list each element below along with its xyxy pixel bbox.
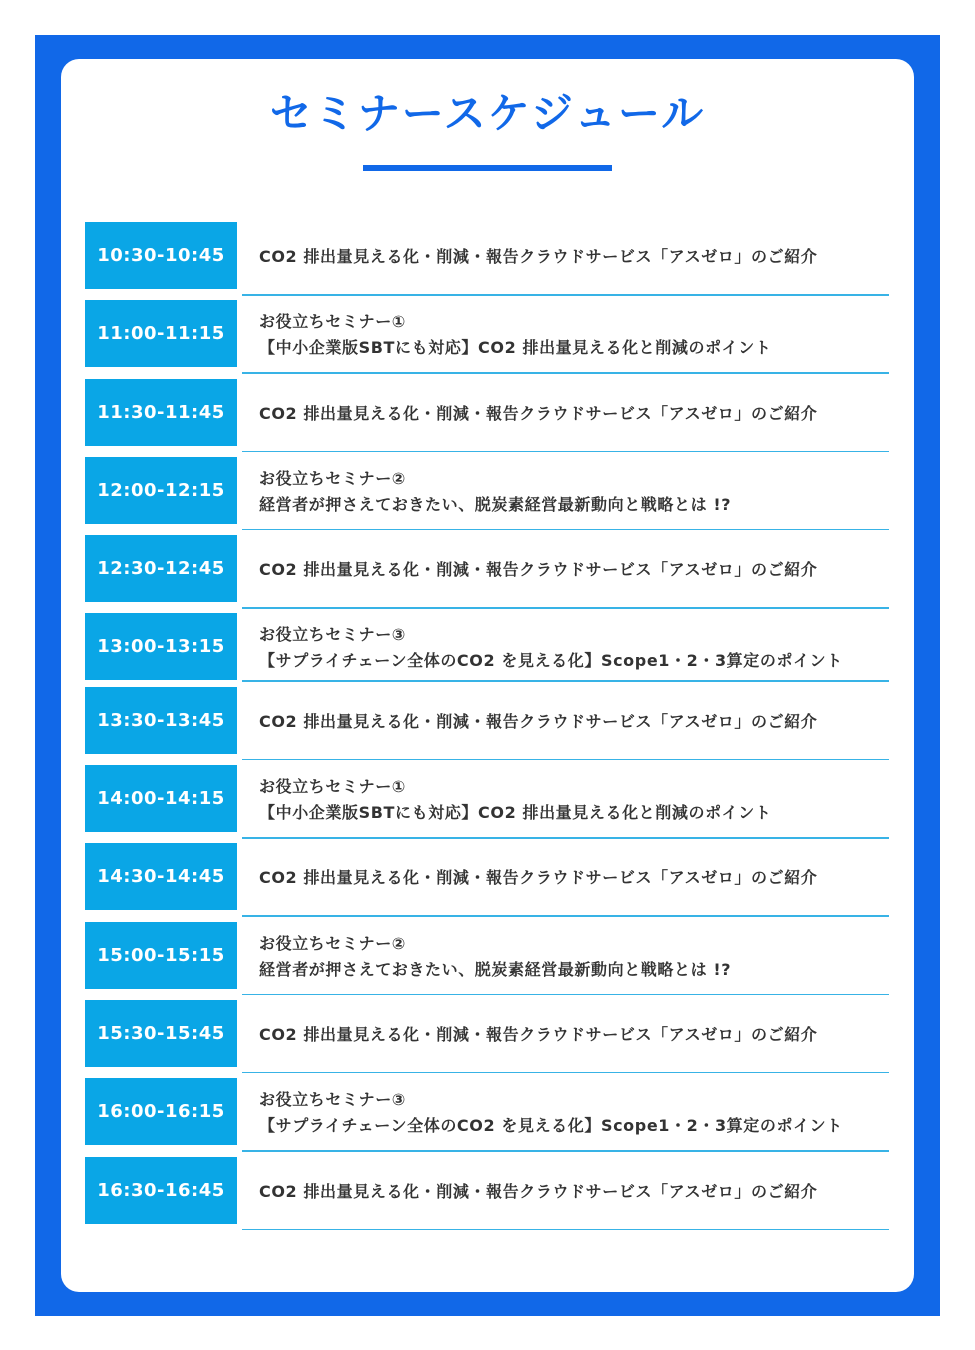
schedule-row xyxy=(85,222,890,296)
session-line-2: 【中小企業版SBTにも対応】CO2 排出量見える化と削減のポイント xyxy=(259,338,772,358)
session-line-1: お役立ちセミナー② xyxy=(259,933,406,953)
schedule-row xyxy=(85,843,890,917)
session-description xyxy=(259,379,889,449)
session-line-1: お役立ちセミナー③ xyxy=(259,625,406,645)
schedule-row xyxy=(85,765,890,839)
time-slot: 10:30-10:45 xyxy=(85,222,237,289)
session-description xyxy=(259,922,889,992)
session-line-2: 【サプライチェーン全体のCO2 を見える化】Scope1・2・3算定のポイント xyxy=(259,651,843,671)
session-line-1: CO2 排出量見える化・削減・報告クラウドサービス「アスゼロ」のご紹介 xyxy=(259,1024,818,1044)
schedule-row xyxy=(85,300,890,374)
schedule-row xyxy=(85,1078,890,1152)
session-line-2: 【中小企業版SBTにも対応】CO2 排出量見える化と削減のポイント xyxy=(259,803,772,823)
schedule-row xyxy=(85,535,890,609)
row-divider xyxy=(242,451,889,453)
row-divider xyxy=(242,294,889,296)
row-divider xyxy=(242,529,889,531)
schedule-list xyxy=(85,222,890,1235)
time-slot: 14:30-14:45 xyxy=(85,843,237,910)
session-description xyxy=(259,765,889,835)
session-description xyxy=(259,222,889,292)
session-line-2: 経営者が押さえておきたい、脱炭素経営最新動向と戦略とは !? xyxy=(259,494,732,514)
row-divider xyxy=(242,372,889,374)
time-slot: 15:00-15:15 xyxy=(85,922,237,989)
row-divider xyxy=(242,1150,889,1152)
page-title: セミナースケジュール xyxy=(269,89,706,138)
row-divider xyxy=(242,1072,889,1074)
row-divider xyxy=(242,1229,889,1231)
time-slot: 16:00-16:15 xyxy=(85,1078,237,1145)
session-description xyxy=(259,1000,889,1070)
session-line-1: CO2 排出量見える化・削減・報告クラウドサービス「アスゼロ」のご紹介 xyxy=(259,1181,818,1201)
session-line-1: CO2 排出量見える化・削減・報告クラウドサービス「アスゼロ」のご紹介 xyxy=(259,403,818,423)
row-divider xyxy=(242,994,889,996)
session-description xyxy=(259,1078,889,1148)
session-description xyxy=(259,613,889,683)
session-description xyxy=(259,457,889,527)
session-line-1: CO2 排出量見える化・削減・報告クラウドサービス「アスゼロ」のご紹介 xyxy=(259,868,818,888)
session-line-1: CO2 排出量見える化・削減・報告クラウドサービス「アスゼロ」のご紹介 xyxy=(259,560,818,580)
time-slot: 13:30-13:45 xyxy=(85,687,237,754)
row-divider xyxy=(242,680,889,682)
session-line-1: CO2 排出量見える化・削減・報告クラウドサービス「アスゼロ」のご紹介 xyxy=(259,711,818,731)
session-description xyxy=(259,843,889,913)
schedule-row xyxy=(85,379,890,453)
row-divider xyxy=(242,759,889,761)
time-slot: 12:00-12:15 xyxy=(85,457,237,524)
time-slot: 13:00-13:15 xyxy=(85,613,237,680)
schedule-row xyxy=(85,1000,890,1074)
row-divider xyxy=(242,837,889,839)
row-divider xyxy=(242,915,889,917)
session-line-1: お役立ちセミナー③ xyxy=(259,1090,406,1110)
time-slot: 14:00-14:15 xyxy=(85,765,237,832)
session-description xyxy=(259,535,889,605)
schedule-row xyxy=(85,457,890,531)
session-line-2: 経営者が押さえておきたい、脱炭素経営最新動向と戦略とは !? xyxy=(259,959,732,979)
time-slot: 16:30-16:45 xyxy=(85,1157,237,1224)
schedule-row xyxy=(85,613,890,682)
time-slot: 11:30-11:45 xyxy=(85,379,237,446)
session-line-1: CO2 排出量見える化・削減・報告クラウドサービス「アスゼロ」のご紹介 xyxy=(259,247,818,266)
session-line-1: お役立ちセミナー② xyxy=(259,468,406,488)
session-line-1: お役立ちセミナー① xyxy=(259,777,406,797)
session-line-1: お役立ちセミナー① xyxy=(259,312,406,332)
schedule-row xyxy=(85,922,890,996)
session-description xyxy=(259,687,889,757)
session-description xyxy=(259,1157,889,1227)
time-slot: 12:30-12:45 xyxy=(85,535,237,602)
time-slot: 11:00-11:15 xyxy=(85,300,237,367)
session-line-2: 【サプライチェーン全体のCO2 を見える化】Scope1・2・3算定のポイント xyxy=(259,1116,843,1136)
schedule-row xyxy=(85,687,890,761)
session-description xyxy=(259,300,889,370)
schedule-row xyxy=(85,1157,890,1231)
time-slot: 15:30-15:45 xyxy=(85,1000,237,1067)
row-divider xyxy=(242,607,889,609)
title-underline xyxy=(363,165,612,171)
